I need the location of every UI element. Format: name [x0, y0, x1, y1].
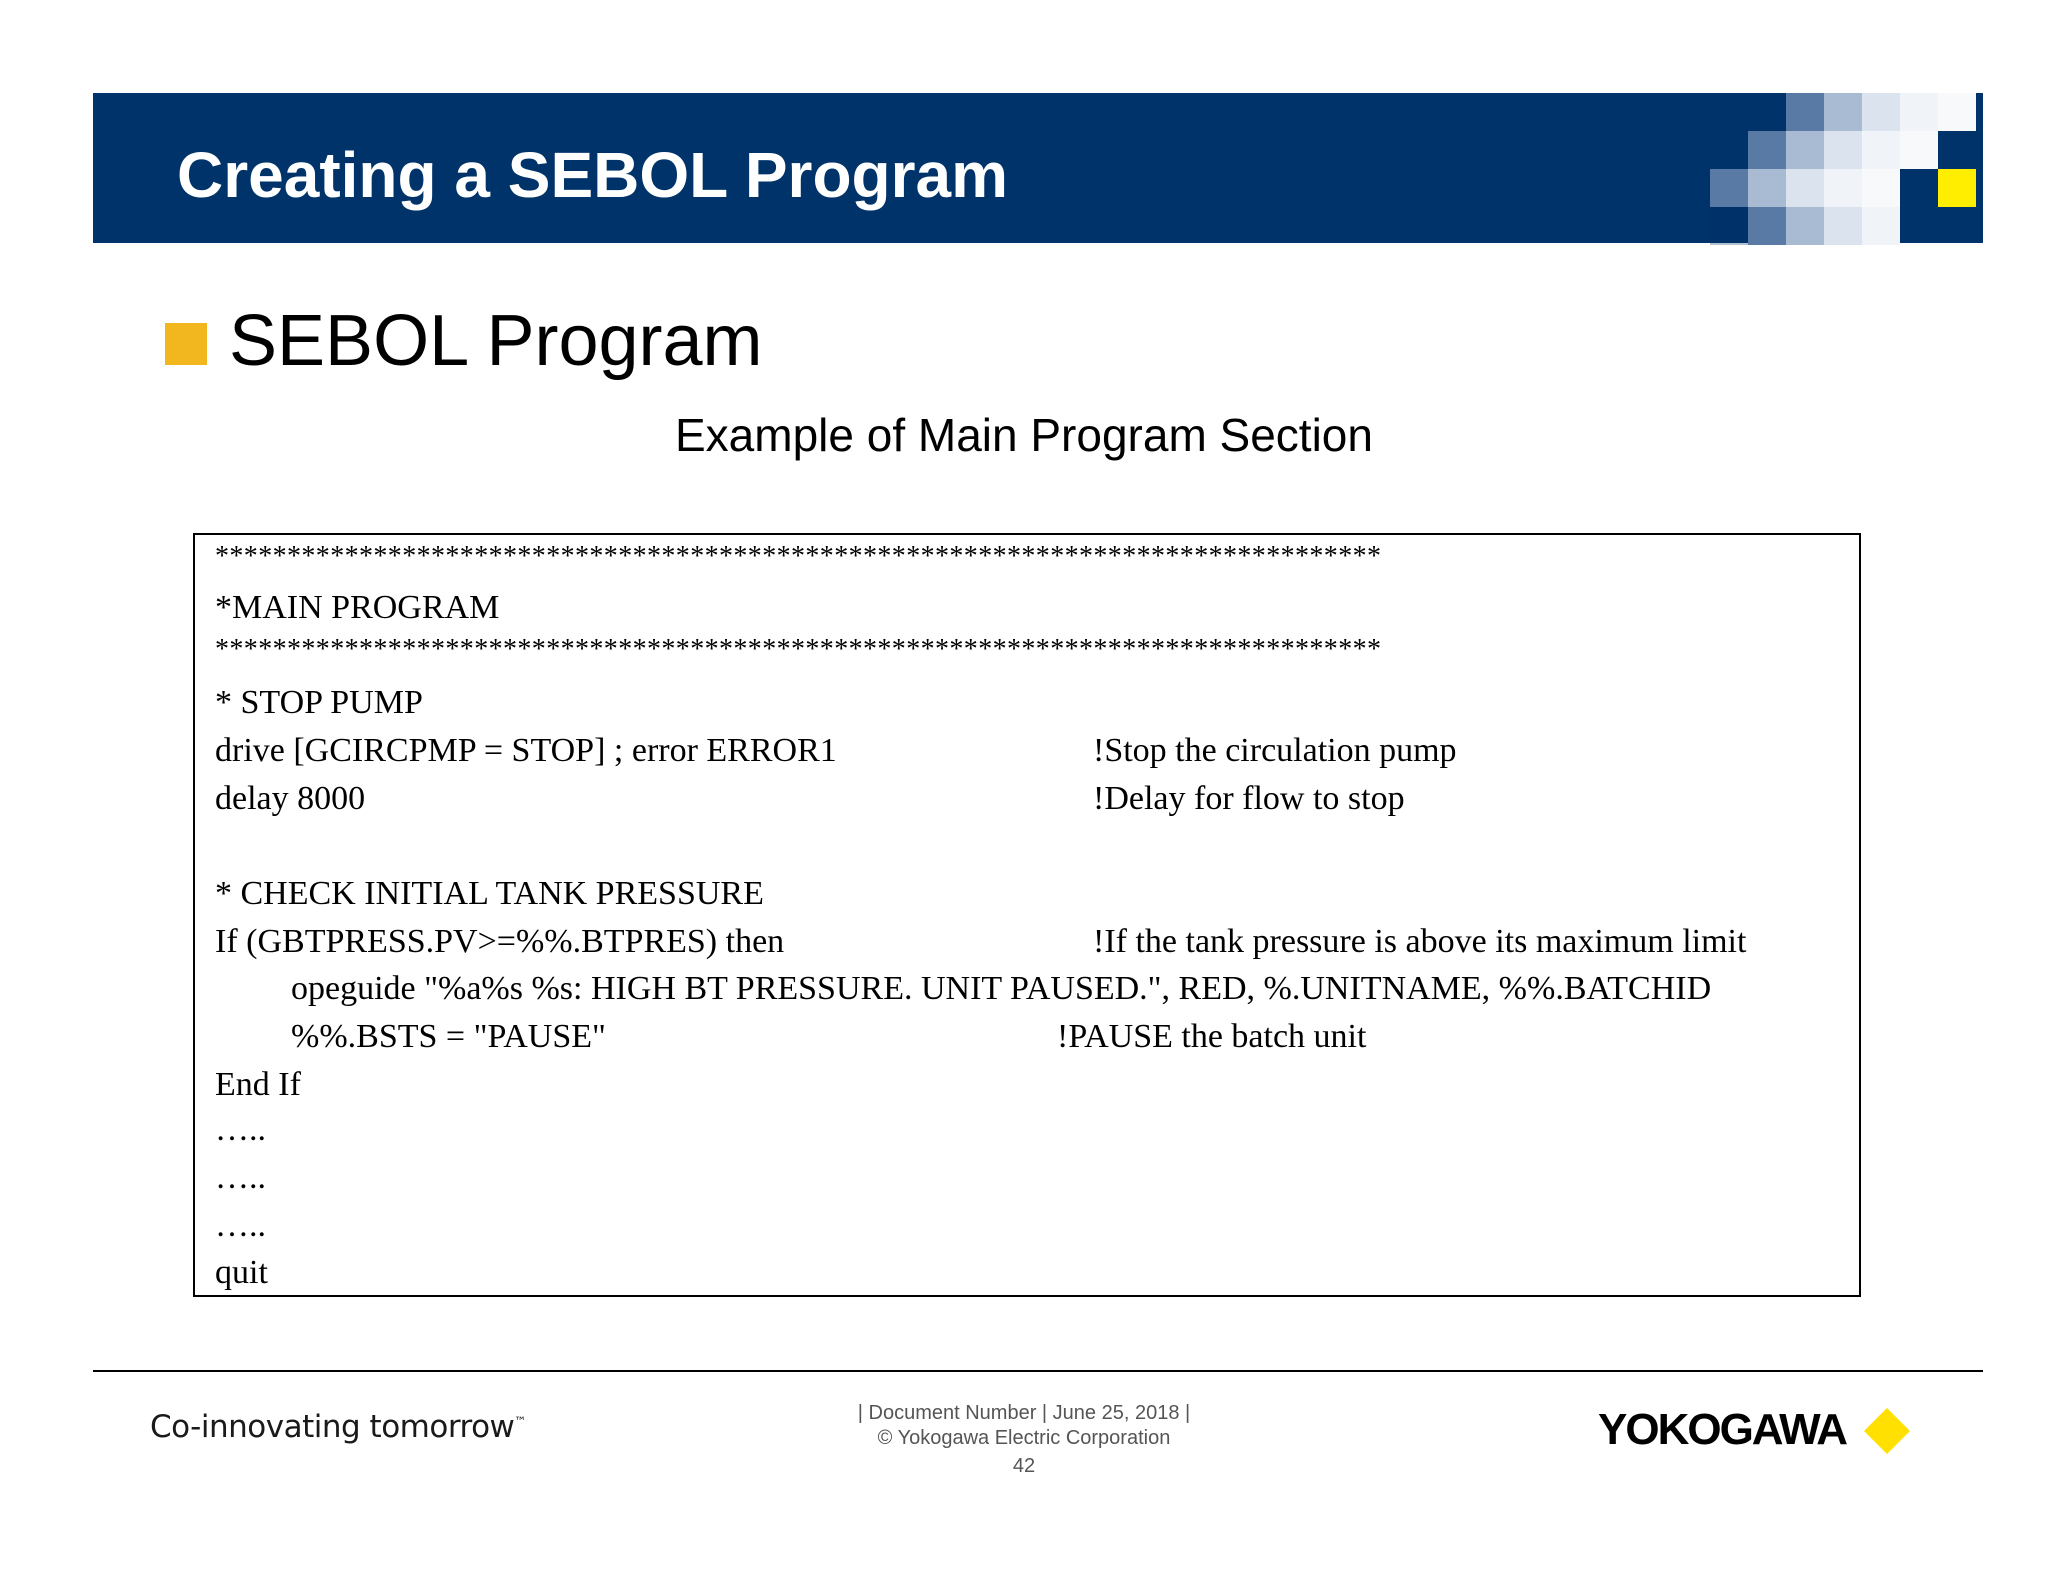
code-line: %%.BSTS = "PAUSE"	[291, 1018, 606, 1055]
mosaic-square	[1862, 131, 1900, 169]
code-line: * STOP PUMP	[215, 684, 423, 721]
mosaic-square	[1824, 93, 1862, 131]
code-line-stars: *********************************************************************************	[215, 541, 1382, 572]
mosaic-square	[1786, 93, 1824, 131]
bullet-square	[165, 323, 207, 365]
mosaic-square-yellow	[1938, 169, 1976, 207]
mosaic-square	[1748, 131, 1786, 169]
code-listing-box	[193, 533, 1861, 1297]
mosaic-square	[1824, 207, 1862, 245]
mosaic-square	[1786, 169, 1824, 207]
section-heading: SEBOL Program	[229, 301, 763, 381]
mosaic-square	[1786, 131, 1824, 169]
code-line-ellipsis: …..	[215, 1207, 266, 1244]
code-line-ellipsis: …..	[215, 1111, 266, 1148]
code-comment: !PAUSE the batch unit	[1057, 1018, 1367, 1055]
mosaic-square	[1748, 169, 1786, 207]
mosaic-square	[1710, 207, 1748, 245]
page-number: 42	[1012, 1455, 1036, 1477]
mosaic-square	[1862, 207, 1900, 245]
footer-doc-info: | Document Number | June 25, 2018 |	[857, 1402, 1191, 1424]
mosaic-square	[1824, 169, 1862, 207]
code-comment: !Stop the circulation pump	[1093, 732, 1457, 769]
footer-rule	[93, 1370, 1983, 1372]
mosaic-square	[1938, 93, 1976, 131]
code-line-stars: *********************************************************************************	[215, 634, 1382, 665]
code-line: If (GBTPRESS.PV>=%%.BTPRES) then	[215, 923, 785, 960]
slide-title: Creating a SEBOL Program	[177, 139, 1009, 211]
title-bar	[93, 93, 1983, 243]
code-line: *MAIN PROGRAM	[215, 589, 500, 626]
code-line: delay 8000	[215, 780, 366, 817]
code-line: opeguide "%a%s %s: HIGH BT PRESSURE. UNIT PAUSED.", RED, %.UNITNAME, %%.BATCHID	[291, 970, 1712, 1007]
code-comment: !If the tank pressure is above its maximum limit	[1093, 923, 1747, 960]
footer-copyright: © Yokogawa Electric Corporation	[877, 1427, 1171, 1449]
mosaic-square	[1862, 169, 1900, 207]
mosaic-square	[1748, 207, 1786, 245]
mosaic-square	[1900, 131, 1938, 169]
mosaic-square	[1786, 207, 1824, 245]
code-line: quit	[215, 1254, 268, 1291]
header-mosaic	[1710, 93, 1983, 243]
section-subtitle: Example of Main Program Section	[675, 409, 1373, 461]
code-line: * CHECK INITIAL TANK PRESSURE	[215, 875, 764, 912]
code-line-ellipsis: …..	[215, 1159, 266, 1196]
yokogawa-logo: YOKOGAWA	[1598, 1405, 1847, 1454]
code-line: End If	[215, 1066, 301, 1103]
tagline-text: Co-innovating tomorrow	[150, 1409, 515, 1445]
code-comment: !Delay for flow to stop	[1093, 780, 1405, 817]
logo-diamond-icon	[1862, 1406, 1912, 1456]
mosaic-square	[1824, 131, 1862, 169]
trademark-mark: ™	[514, 1414, 526, 1429]
code-line: drive [GCIRCPMP = STOP] ; error ERROR1	[215, 732, 837, 769]
mosaic-square	[1862, 93, 1900, 131]
mosaic-square	[1900, 93, 1938, 131]
mosaic-square	[1710, 169, 1748, 207]
